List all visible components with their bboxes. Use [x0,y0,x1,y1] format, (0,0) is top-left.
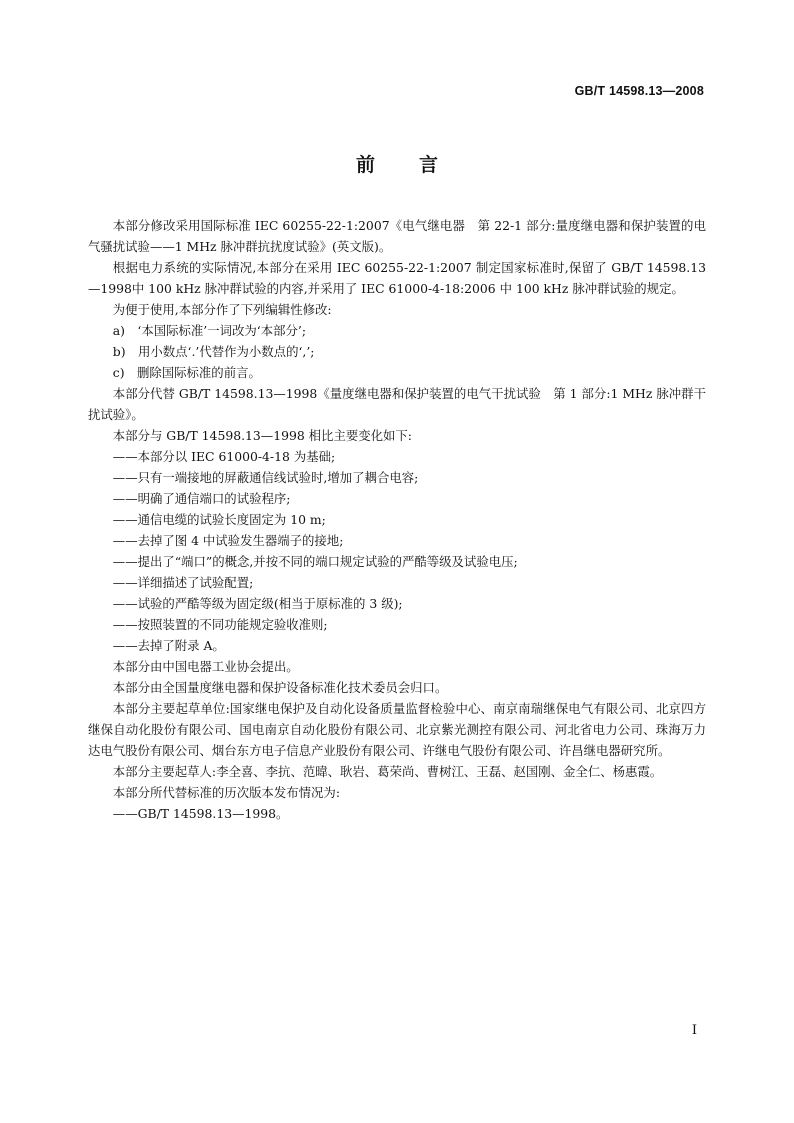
list-item: ——试验的严酷等级为固定级(相当于原标准的 3 级); [112,596,403,611]
list-item: ——本部分以 IEC 61000-4-18 为基础; [112,449,336,464]
paragraph: 根据电力系统的实际情况,本部分在采用 IEC 60255-22-1:2007 制定国家标准时,保留了 GB/T 14598.13—1998中 100 kHz 脉冲群试验的内容,并采用了 IEC 61000-4-18:2006 中 100 kHz 脉冲群试验的规定。 [88,260,706,296]
page-number: I [691,1023,697,1038]
paragraph: 本部分由中国电器工业协会提出。 [112,659,299,674]
list-item: ——按照装置的不同功能规定验收准则; [112,617,328,632]
paragraph: 本部分主要起草单位:国家继电保护及自动化设备质量监督检验中心、南京南瑞继保电气有限公司、北京四方继保自动化股份有限公司、国电南京自动化股份有限公司、北京紫光测控有限公司、河北省电力公司、珠海万力达电气股份有限公司、烟台东方电子信息产业股份有限公司、许继电气股份有限公司、许昌继电器研究所。 [88,701,706,758]
list-item: b) 用小数点‘.’代替作为小数点的‘,’; [112,344,315,359]
list-item: ——只有一端接地的屏蔽通信线试验时,增加了耦合电容; [112,470,419,485]
list-item: ——去掉了图 4 中试验发生器端子的接地; [112,533,344,548]
standard-code: GB/T 14598.13—2008 [574,84,704,98]
paragraph: 为便于使用,本部分作了下列编辑性修改: [112,302,332,317]
paragraph: 本部分修改采用国际标准 IEC 60255-22-1:2007《电气继电器 第 22-1 部分:量度继电器和保护装置的电气骚扰试验——1 MHz 脉冲群抗扰度试验》(英文版)。 [88,218,706,254]
list-item: ——GB/T 14598.13—1998。 [112,806,289,821]
list-item: c) 删除国际标准的前言。 [112,365,261,380]
paragraph: 本部分代替 GB/T 14598.13—1998《量度继电器和保护装置的电气干扰试验 第 1 部分:1 MHz 脉冲群干扰试验》。 [88,386,706,422]
page-title: 前言 [355,154,482,176]
foreword-body [88,215,706,824]
paragraph: 本部分所代替标准的历次版本发布情况为: [112,785,341,800]
list-item: a) ‘本国际标准’一词改为‘本部分’; [112,323,307,338]
paragraph: 本部分由全国量度继电器和保护设备标准化技术委员会归口。 [112,680,448,695]
list-item: ——明确了通信端口的试验程序; [112,491,291,506]
list-item: ——详细描述了试验配置; [112,575,254,590]
paragraph: 本部分与 GB/T 14598.13—1998 相比主要变化如下: [112,428,412,443]
paragraph: 本部分主要起草人:李全喜、李抗、范暐、耿岩、葛荣尚、曹树江、王磊、赵国刚、金全仁、杨惠霞。 [112,764,663,779]
list-item: ——通信电缆的试验长度固定为 10 m; [112,512,326,527]
list-item: ——去掉了附录 A。 [112,638,225,653]
list-item: ——提出了“端口”的概念,并按不同的端口规定试验的严酷等级及试验电压; [112,554,518,569]
